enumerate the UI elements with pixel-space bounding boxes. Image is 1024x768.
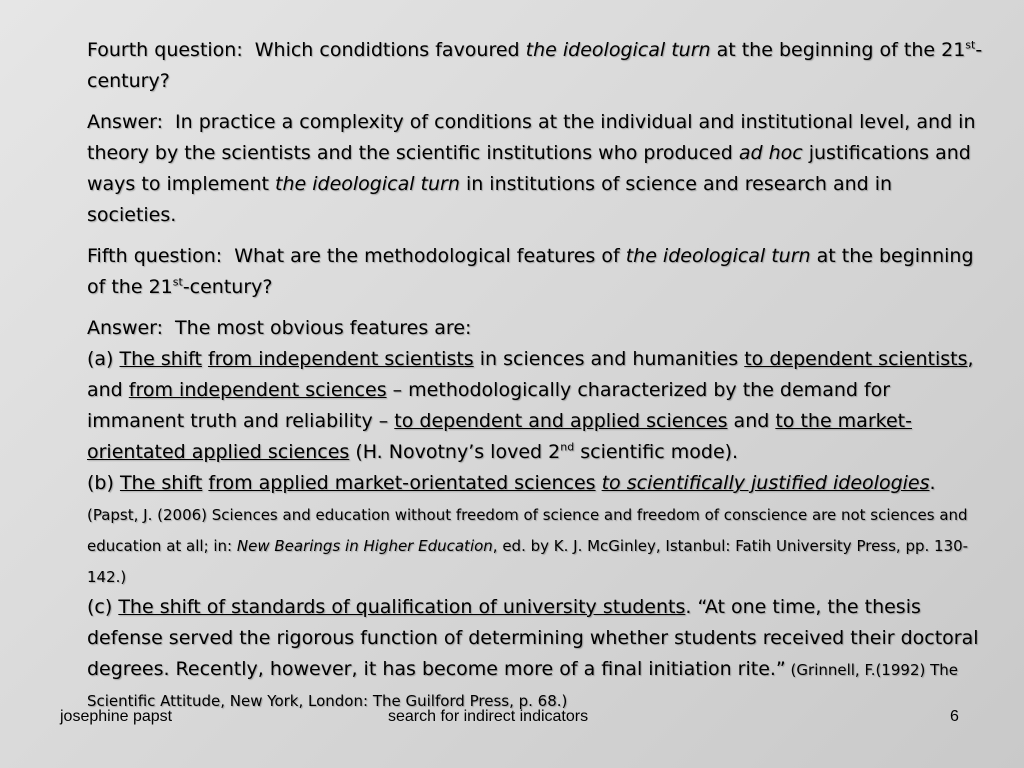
fourth-answer: Answer: In practice a complexity of conditions at the individual and institutional level, and in theory by the scientists and the scientific institutions who produced ad hoc justifications and ways to implement the ideological turn in institutions of science and research and in societies. [87,111,976,226]
fifth-question: Fifth question: What are the methodological features of the ideological turn at the beginning of the 21st-century? [87,245,974,298]
emphasis: the ideological turn [525,39,711,61]
citation: (Papst, J. (2006) Sciences and education without freedom of science and freedom of conscience are not sciences and education at all; in: New Bearings in Higher Education, ed. by K. J. McGinley, Istanbul: Fatih University Press, pp. 130- 142.) [87,506,969,586]
slide-body [87,35,987,716]
citation: (Grinnell, F.(1992) The Scientific Attitude, New York, London: The Guilford Press, p. 68.) [87,661,959,710]
slide-number: 6 [950,708,959,725]
fourth-question: Fourth question: Which condidtions favoured the ideological turn at the beginning of the 21st-century? [87,38,983,92]
emphasis: the ideological turn [275,173,460,195]
emphasis: the ideological turn [625,245,811,267]
emphasis: ad hoc [738,142,803,164]
question-label: Fifth question: [87,245,223,267]
feature-a: (a) The shift from independent scientists in sciences and humanities to dependent scientists, and from independent sciences – methodologically characterized by the demand for immanent truth and reliability – to dependent and applied sciences and to the market-orientated applied sciences (H. Novotny’s loved 2nd scientific mode). [87,348,974,463]
feature-b: (b) The shift from applied market-orientated sciences to scientifically justified ideologies. (Papst, J. (2006) Sciences and education without freedom of science and freedom of conscience are not sciences and education at all; in: New Bearings in Higher Education, ed. by K. J. McGinley, Istanbul: Fatih University Press, pp. 130- 142.) [87,472,969,586]
answer-label: Answer: [87,317,164,339]
footer-author: josephine papst [60,708,173,725]
footer-title: search for indirect indicators [388,708,589,725]
fifth-answer-intro: Answer: The most obvious features are: [87,317,472,339]
feature-c: (c) The shift of standards of qualification of university students. “At one time, the thesis defense served the rigorous function of determining whether students received their doctoral degrees. Recently, however, it has become more of a final initiation rite.” (Grinnell, F.(1992) The Scientific Attitude, New York, London: The Guilford Press, p. 68.) [87,596,979,710]
answer-label: Answer: [87,111,164,133]
question-label: Fourth question: [87,39,243,61]
